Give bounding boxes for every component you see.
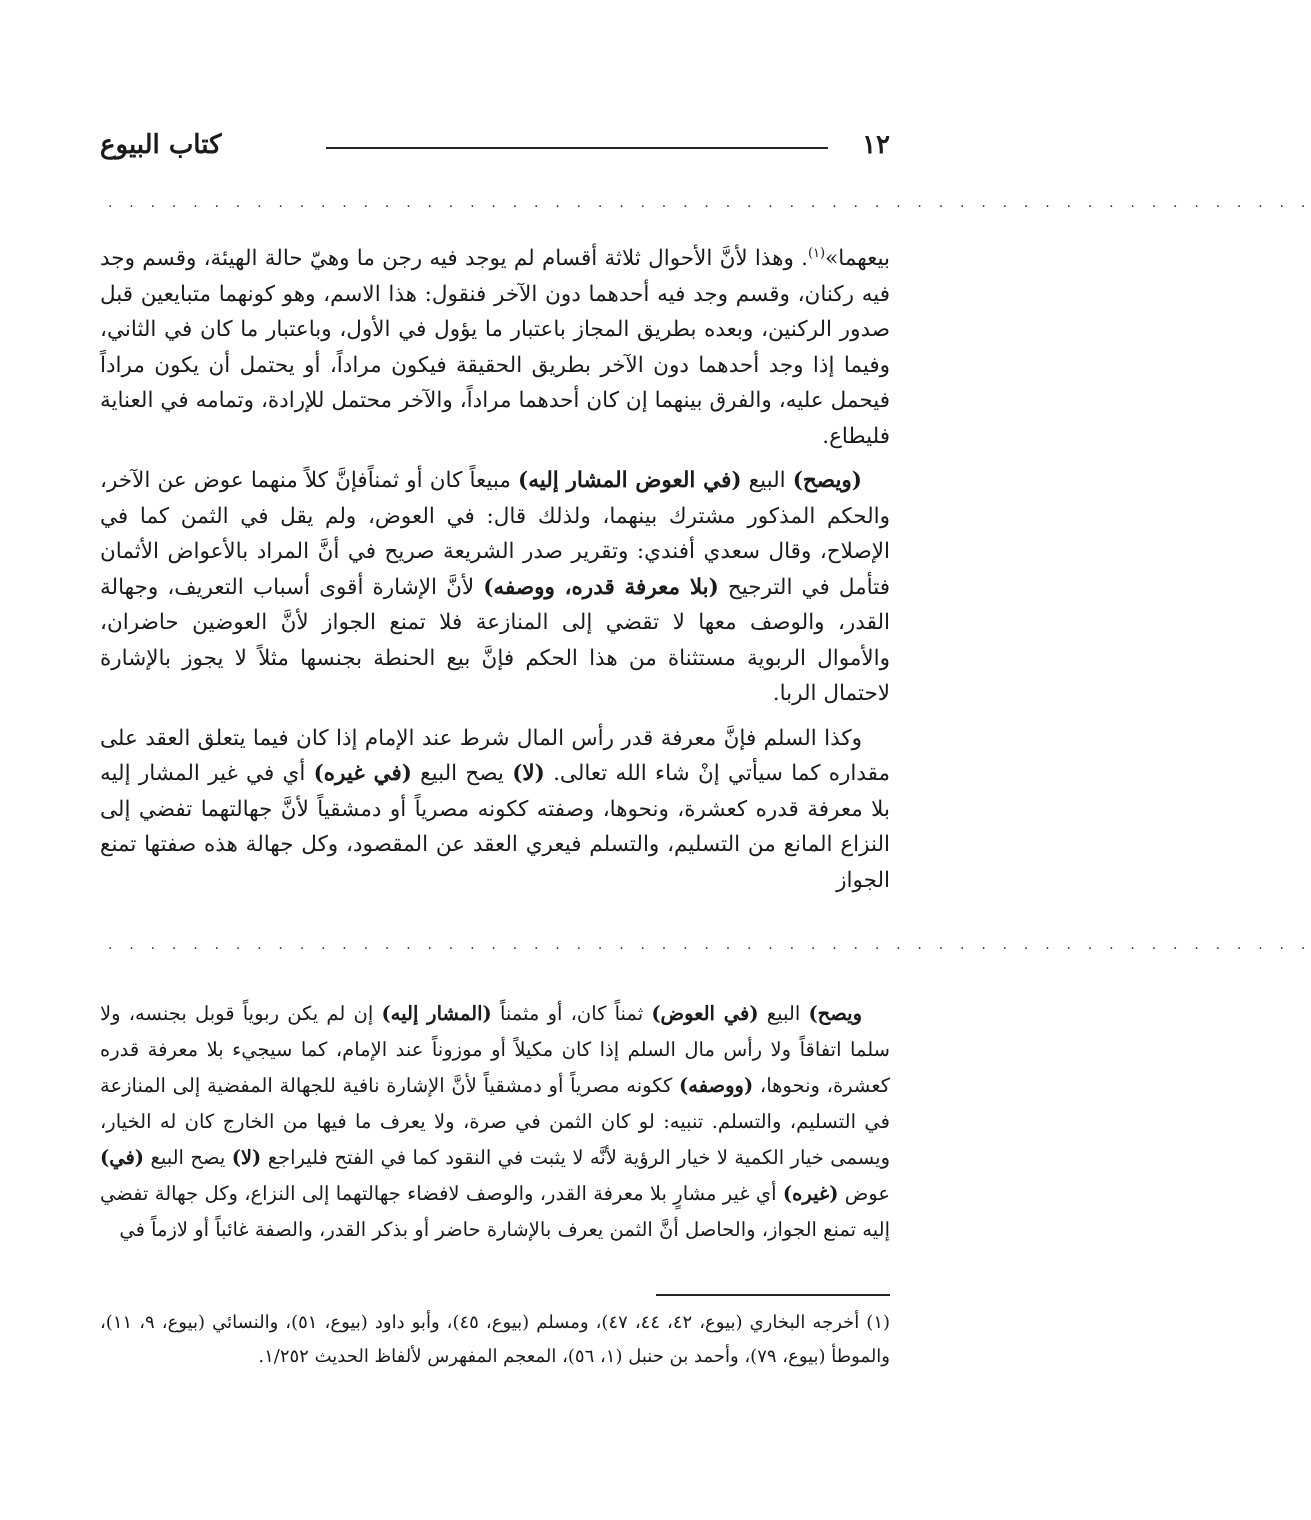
commentary-paragraph-1: بيعهما»$^{(١)}$. وهذا لأنَّ الأحوال ثلاثة أقسام لم يوجد فيه رجن ما وهيّ حالة الهيئة، وقسم وجد فيه ركنان، وقسم وجد فيه أحدهما دون الآخر فنقول: هذا الاسم، وهو كونهما متبايعين قبل صدور الركنين، وبعده بطريق المجاز باعتبار ما يؤول في الأول، وباعتبار ما كان في الثاني، وفيما إذا وجد أحدهما دون الآخر بطريق الحقيقة فيكون مراداً، أو يحتمل أن يكون مراداً فيحمل عليه، والفرق بينهما إن كان أحدهما مراداً، والآخر محتمل للإرادة، وتمامه في العناية فليطاع. <box>100 246 890 449</box>
main-paragraph: ويصح) البيع (في العوض) ثمناً كان، أو مثمناً (المشار إليه) إن لم يكن ربوياً قوبل بجنسه، ولا سلما اتفاقاً ولا رأس مال السلم إذا كان مكيلاً أو موزوناً عند الإمام، كما سيجيء بلا معرفة قدره كعشرة، ونحوها، (ووصفه) ككونه مصرياً أو دمشقياً لأنَّ الإشارة نافية للجهالة المفضية إلى المنازعة في التسليم، والتسلم. تنبيه: لو كان الثمن في صرة، ولا يعرف ما فيها من الخارج كان له الخيار، ويسمى خيار الكمية لا خيار الرؤية لأنَّه لا يثبت في النقود كما في الفتح فليراجع (لا) يصح البيع (في) عوض (غيره) أي غير مشارٍ بلا معرفة القدر، والوصف لافضاء جهالتهما إلى النزاع، وكل جهالة تفضي إليه تمنع الجواز، والحاصل أنَّ الثمن يعرف بالإشارة حاضر أو بذكر القدر، والصفة غائباً أو لازماً في <box>100 1002 891 1241</box>
footnote <box>100 1306 890 1374</box>
main-text <box>100 996 890 1248</box>
dotted-separator-top: . . . . . . . . . . . . . . . . . . . . . . . . . . . . . . . . . . . . . . . . . . . . . . . . . . . . . . . . . <box>108 195 1311 211</box>
page-number: ١٢ <box>862 130 890 160</box>
commentary-paragraph-3: وكذا السلم فإنَّ معرفة قدر رأس المال شرط عند الإمام إذا كان فيما يتعلق العقد على مقداره كما سيأتي إنْ شاء الله تعالى. (لا) يصح البيع (في غيره) أي في غير المشار إليه بلا معرفة قدره كعشرة، ونحوها، وصفته ككونه مصرياً أو دمشقياً لأنَّ جهالتهما تفضي إلى النزاع المانع من التسليم، والتسلم فيعري العقد عن المقصود، وكل جهالة هذه صفتها تمنع الجواز <box>100 725 891 893</box>
book-title: كتاب البيوع <box>100 130 222 160</box>
footnote-1: (١) أخرجه البخاري (بيوع، ٤٢، ٤٤، ٤٧)، ومسلم (بيوع، ٤٥)، وأبو داود (بيوع، ٥١)، والنسائي (بيوع، ٩، ١١)، والموطأ (بيوع، ٧٩)، وأحمد بن حنبل (١، ٥٦)، المعجم المفهرس لألفاظ الحديث ١/٢٥٢. <box>100 1312 891 1367</box>
commentary-text <box>100 236 890 907</box>
dotted-separator-bottom: . . . . . . . . . . . . . . . . . . . . . . . . . . . . . . . . . . . . . . . . . . . . . . . . . . . . . . . . . <box>108 937 1311 953</box>
footnote-rule <box>656 1294 890 1296</box>
commentary-paragraph-2: (ويصح) البيع (في العوض المشار إليه) مبيعاً كان أو ثمناًفإنَّ كلاً منهما عوض عن الآخر، والحكم المذكور مشترك بينهما، ولذلك قال: في العوض، ولم يقل في الثمن كما في الإصلاح، وقال سعدي أفندي: وتقرير صدر الشريعة صريح في أنَّ المراد بالأعواض الأثمان فتأمل في الترجيح (بلا معرفة قدره، ووصفه) لأنَّ الإشارة أقوى أسباب التعريف، وجهالة القدر، والوصف معها لا تقضي إلى المنازعة فلا تمنع الجواز لأنَّ العوضين حاضران، والأموال الربوية مستثناة من هذا الحكم فإنَّ بيع الحنطة بجنسها مثلاً لا يجوز بالإشارة لاحتمال الربا. <box>100 468 890 707</box>
footnote-reference: (١) <box>807 246 826 261</box>
page-header <box>100 128 890 168</box>
header-rule <box>326 147 828 149</box>
